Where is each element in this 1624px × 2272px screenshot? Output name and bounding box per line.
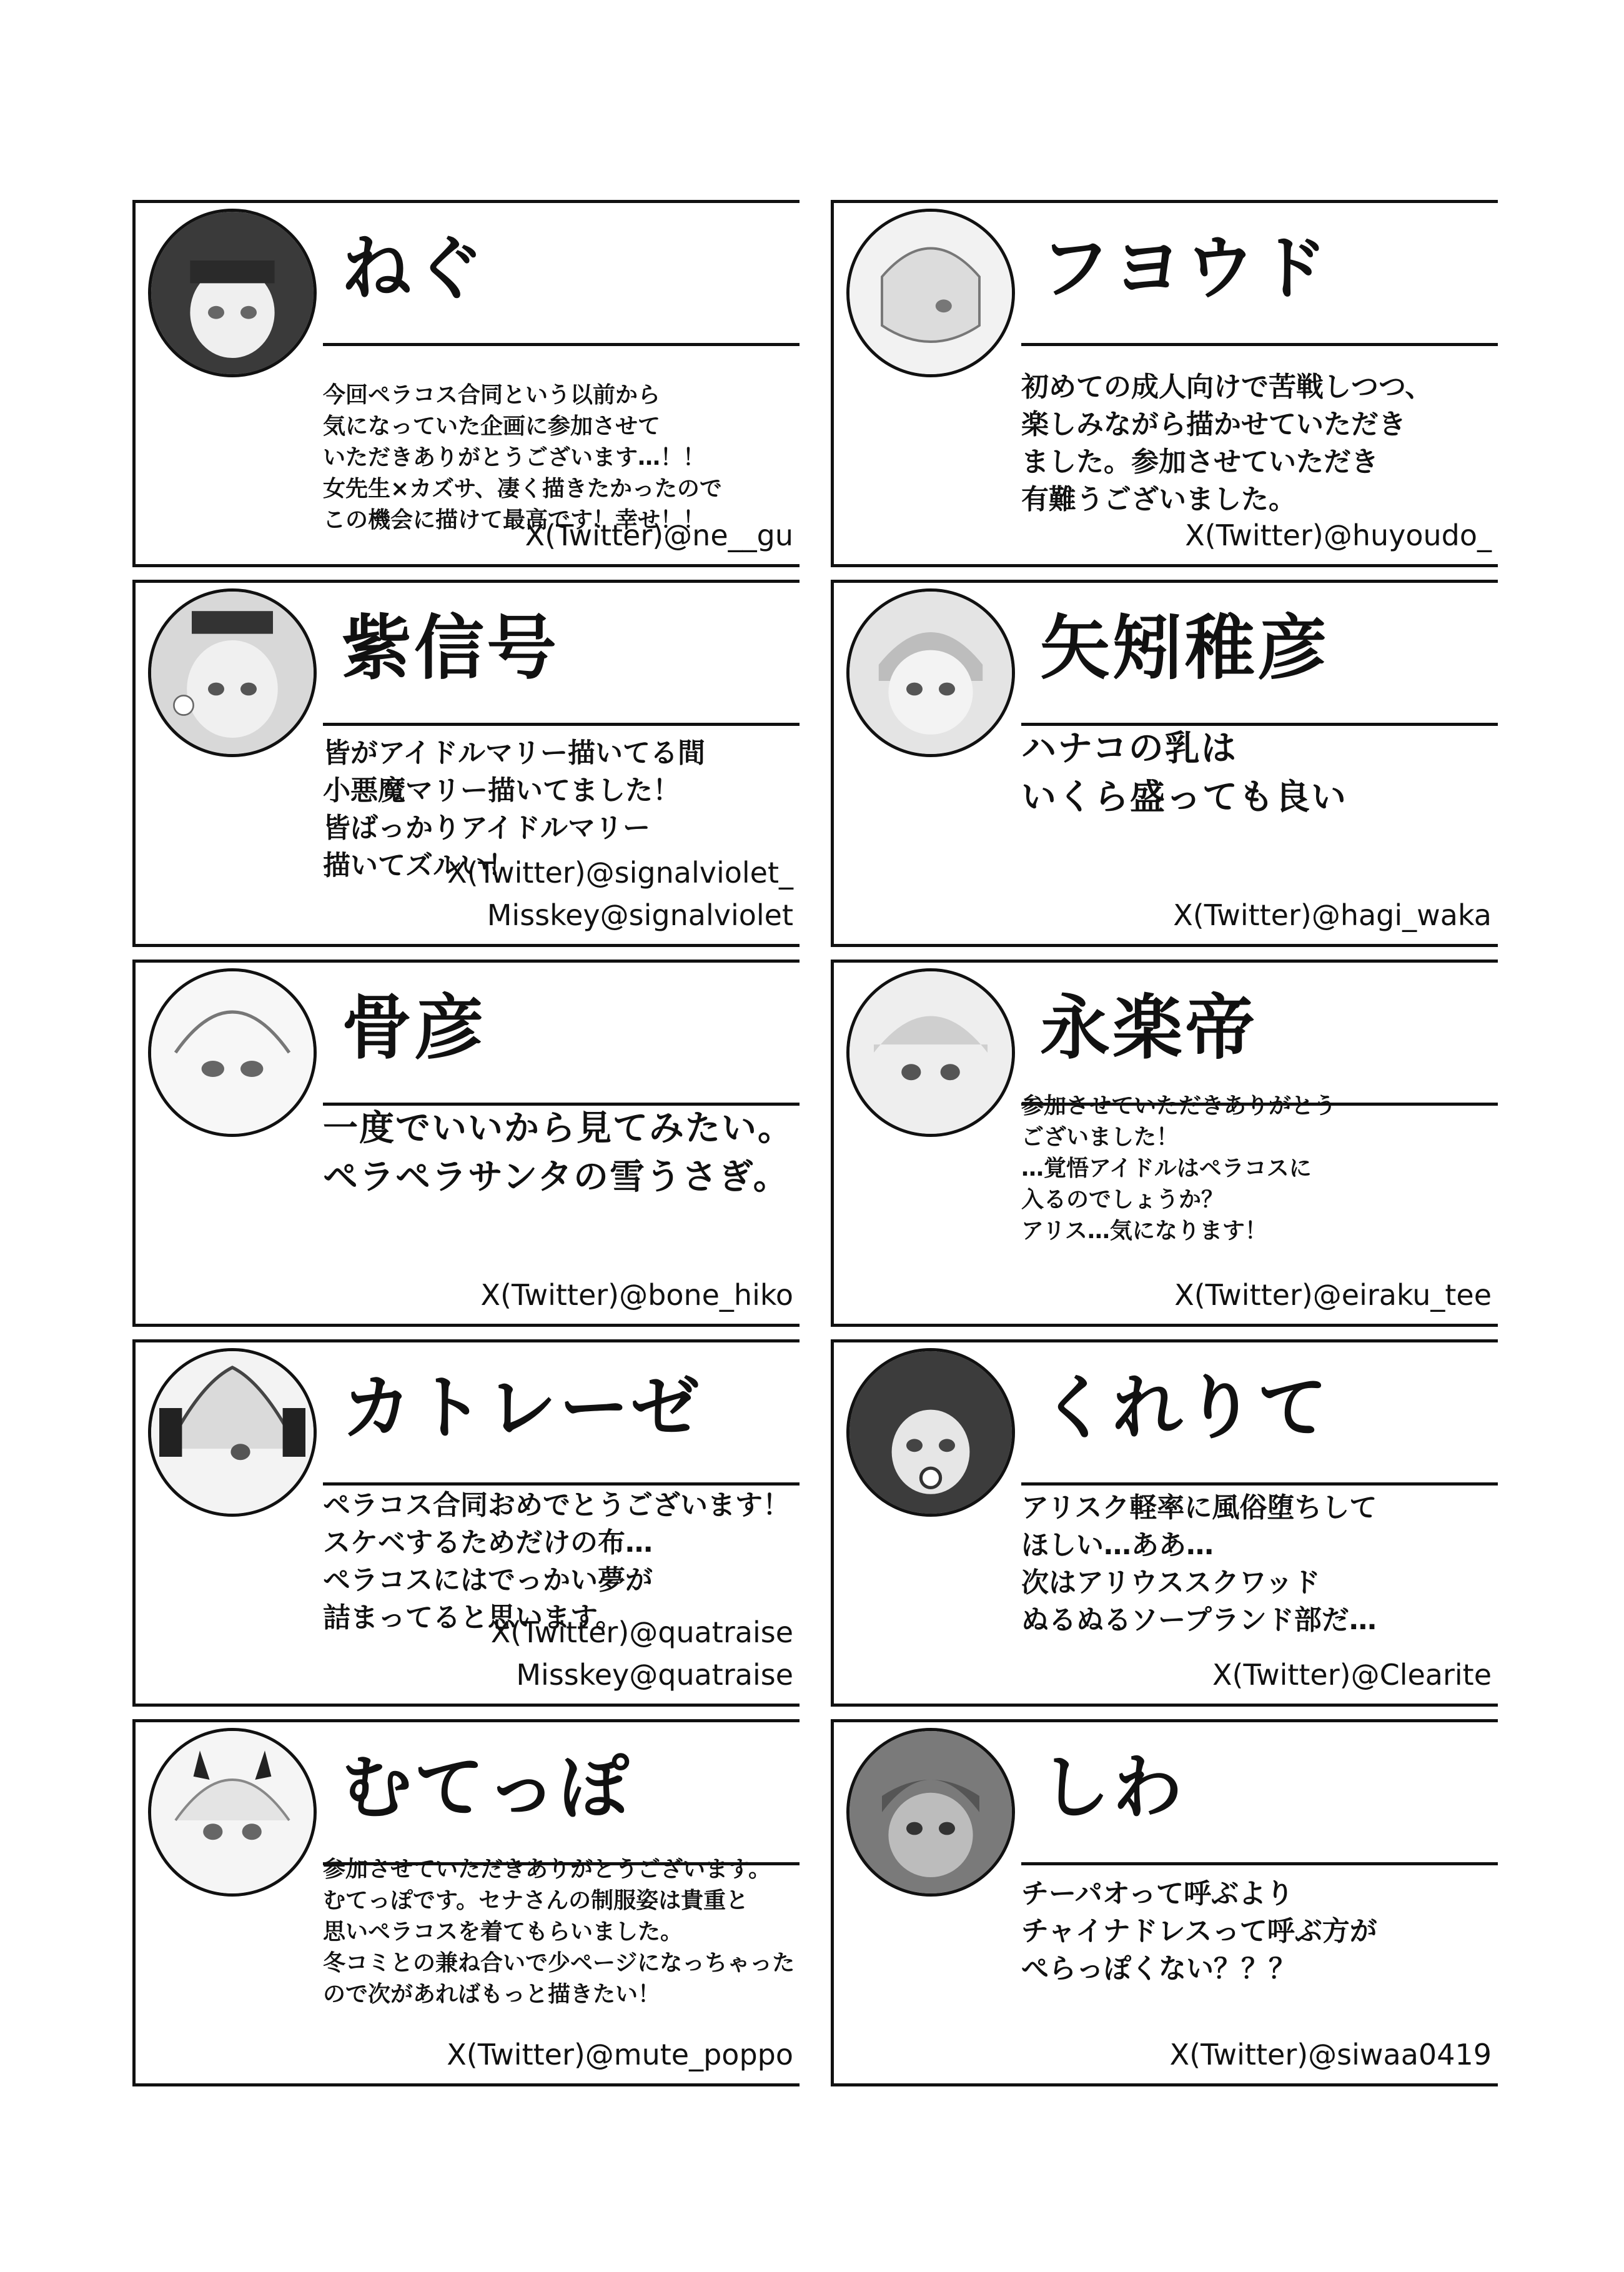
- misskey-handle[interactable]: Misskey@signalviolet: [487, 898, 793, 932]
- message-line: ぺらっぽくない？？？: [1021, 1953, 1296, 1985]
- message-line: 皆ばっかりアイドルマリー: [323, 812, 651, 844]
- contributor-card-siwaa: [831, 1719, 1498, 2086]
- divider: [323, 343, 800, 346]
- message-line: アリス…気になります！: [1021, 1218, 1267, 1244]
- contributor-card-negu: [132, 200, 800, 567]
- social-handles: [491, 1611, 793, 1696]
- twitter-handle[interactable]: X(Twitter)@Clearite: [1212, 1658, 1492, 1692]
- misskey-handle[interactable]: Misskey@quatraise: [516, 1658, 793, 1692]
- divider: [831, 1719, 1498, 1722]
- message-line: 詰まってると思います。: [323, 1602, 623, 1634]
- message-line: ハナコの乳は: [1021, 728, 1237, 769]
- contributor-message: [323, 380, 791, 536]
- contributor-message: [1021, 725, 1490, 822]
- contributor-card-mutepoppo: [132, 1719, 800, 2086]
- avatar-portrait-icon: [148, 209, 317, 377]
- message-line: むてっぽです。セナさんの制服姿は貴重と: [323, 1888, 749, 1913]
- social-handles: [1212, 1654, 1492, 1696]
- message-line: ペラコスにはでっかい夢が: [323, 1564, 653, 1596]
- message-line: いただきありがとうございます…！！: [323, 445, 706, 470]
- divider: [323, 723, 800, 726]
- contributor-name: くれりて: [1040, 1367, 1330, 1449]
- twitter-handle[interactable]: X(Twitter)@eiraku_tee: [1174, 1278, 1492, 1312]
- message-line: 入るのでしょうか？: [1021, 1187, 1224, 1213]
- social-handles: [525, 514, 793, 557]
- divider: [132, 580, 800, 583]
- message-line: チャイナドレスって呼ぶ方が: [1021, 1915, 1377, 1947]
- divider: [831, 580, 1498, 583]
- avatar-portrait-icon: [846, 588, 1015, 757]
- message-line: 参加させていただきありがとう: [1021, 1093, 1337, 1119]
- message-line: 一度でいいから見てみたい。: [323, 1108, 794, 1149]
- contributor-name: 骨彦: [342, 987, 487, 1069]
- message-line: ぬるぬるソープランド部だ…: [1021, 1604, 1377, 1636]
- contributor-name: ねぐ: [342, 227, 487, 309]
- message-line: ほしい…ああ…: [1021, 1529, 1214, 1561]
- social-handles: [481, 1274, 793, 1316]
- message-line: 女先生×カズサ、凄く描きたかったので: [323, 476, 722, 502]
- contributor-message: [1021, 1091, 1490, 1247]
- contributor-name: 矢矧稚彦: [1040, 607, 1330, 689]
- avatar-portrait-icon: [148, 968, 317, 1137]
- twitter-handle[interactable]: X(Twitter)@huyoudo_: [1185, 518, 1492, 552]
- contributor-card-signalviolet: [132, 580, 800, 947]
- message-line: 気になっていた企画に参加させて: [323, 414, 661, 439]
- avatar-portrait-icon: [148, 1728, 317, 1897]
- message-line: 描いてズルい！: [323, 850, 515, 881]
- message-line: 有難うございました。: [1021, 484, 1296, 515]
- divider: [1021, 1862, 1498, 1865]
- social-handles: [447, 851, 793, 936]
- twitter-handle[interactable]: X(Twitter)@ne__gu: [525, 518, 793, 552]
- twitter-handle[interactable]: X(Twitter)@hagi_waka: [1173, 898, 1492, 932]
- contributor-message: [323, 1104, 794, 1202]
- message-line: 初めての成人向けで苦戦しつつ、: [1021, 371, 1433, 403]
- contributor-message: [1021, 1489, 1490, 1639]
- divider: [323, 1482, 800, 1486]
- avatar-portrait-icon: [846, 1728, 1015, 1897]
- message-line: いくら盛っても良い: [1021, 777, 1347, 818]
- message-line: 参加させていただきありがとうございます。: [323, 1857, 771, 1882]
- divider: [831, 200, 1498, 203]
- message-line: ました。参加させていただき: [1021, 446, 1379, 478]
- social-handles: [1170, 2033, 1492, 2076]
- contributor-card-quatraise: [132, 1339, 800, 1707]
- avatar-portrait-icon: [846, 1348, 1015, 1517]
- contributor-message: [323, 1854, 804, 2010]
- message-line: 小悪魔マリー描いてました！: [323, 775, 680, 806]
- message-line: ございました！: [1021, 1124, 1179, 1150]
- avatar-portrait-icon: [148, 1348, 317, 1517]
- contributor-card-eirakutee: [831, 960, 1498, 1327]
- contributor-name: しわ: [1040, 1747, 1185, 1828]
- divider: [831, 1339, 1498, 1342]
- message-line: ペラコス合同おめでとうございます！: [323, 1489, 790, 1521]
- twitter-handle[interactable]: X(Twitter)@signalviolet_: [447, 856, 793, 890]
- contributor-card-clearite: [831, 1339, 1498, 1707]
- social-handles: [1173, 894, 1492, 936]
- contributor-name: 紫信号: [342, 607, 559, 689]
- message-line: …覚悟アイドルはペラコスに: [1021, 1156, 1312, 1181]
- contributor-card-bonehiko: [132, 960, 800, 1327]
- contributor-message: [1021, 1875, 1490, 1988]
- divider: [132, 1339, 800, 1342]
- avatar-portrait-icon: [148, 588, 317, 757]
- message-line: 楽しみながら描かせていただき: [1021, 409, 1406, 440]
- message-line: スケベするためだけの布…: [323, 1527, 653, 1559]
- divider: [132, 1719, 800, 1722]
- divider: [132, 960, 800, 963]
- message-line: この機会に描けて最高です！幸せ！！: [323, 507, 706, 533]
- contributor-name: フヨウド: [1040, 227, 1330, 309]
- divider: [1021, 1482, 1498, 1486]
- message-line: チーパオって呼ぶより: [1021, 1878, 1294, 1910]
- contributor-message: [1021, 369, 1490, 518]
- twitter-handle[interactable]: X(Twitter)@mute_poppo: [447, 2038, 793, 2071]
- message-line: 今回ペラコス合同という以前から: [323, 382, 661, 408]
- twitter-handle[interactable]: X(Twitter)@siwaa0419: [1169, 2038, 1492, 2071]
- message-line: 皆がアイドルマリー描いてる間: [323, 737, 706, 769]
- divider: [831, 960, 1498, 963]
- contributor-name: カトレーゼ: [342, 1367, 703, 1449]
- message-line: 思いペラコスを着てもらいました。: [323, 1919, 683, 1945]
- message-line: 次はアリウススクワッド: [1021, 1567, 1320, 1599]
- message-line: アリスク軽率に風俗堕ちして: [1021, 1492, 1377, 1524]
- message-line: ので次があればもっと描きたい！: [323, 1982, 661, 2007]
- contributor-card-hagiwaka: [831, 580, 1498, 947]
- twitter-handle[interactable]: X(Twitter)@quatraise: [490, 1615, 793, 1649]
- social-handles: [1185, 514, 1492, 557]
- avatar-portrait-icon: [846, 209, 1015, 377]
- avatar-portrait-icon: [846, 968, 1015, 1137]
- contributor-name: 永楽帝: [1040, 987, 1257, 1069]
- divider: [132, 200, 800, 203]
- divider: [1021, 343, 1498, 346]
- contributor-card-fuyoudo: [831, 200, 1498, 567]
- social-handles: [447, 2033, 793, 2076]
- message-line: ペラペラサンタの雪うさぎ。: [323, 1157, 790, 1198]
- social-handles: [1174, 1274, 1492, 1316]
- twitter-handle[interactable]: X(Twitter)@bone_hiko: [480, 1278, 793, 1312]
- contributor-name: むてっぽ: [342, 1747, 631, 1828]
- message-line: 冬コミとの兼ね合いで少ページになっちゃった: [323, 1950, 795, 1976]
